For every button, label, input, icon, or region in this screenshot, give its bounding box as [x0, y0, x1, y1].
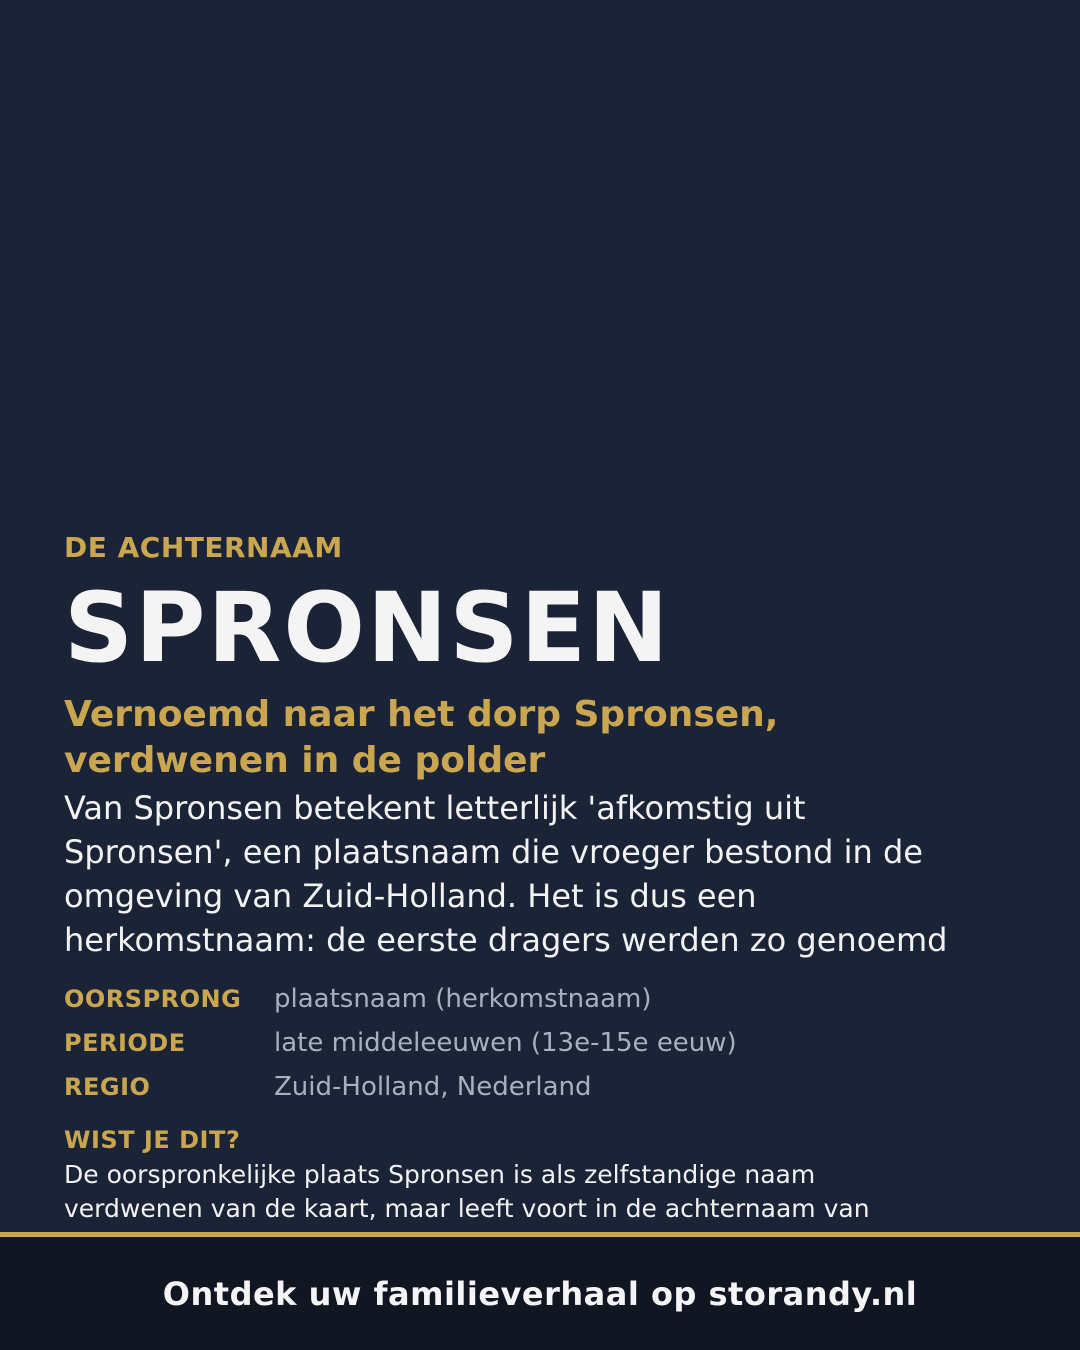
- description-line-2: Spronsen', een plaatsnaam die vroeger bestond in de: [64, 833, 923, 871]
- fact-value-region: Zuid-Holland, Nederland: [274, 1072, 592, 1102]
- did-you-know-line-2: verdwenen van de kaart, maar leeft voort in de achternaam van: [64, 1194, 870, 1223]
- description-line-3: omgeving van Zuid-Holland. Het is dus een: [64, 877, 757, 915]
- did-you-know-line-1: De oorspronkelijke plaats Spronsen is als zelfstandige naam: [64, 1160, 816, 1189]
- fact-value-period: late middeleeuwen (13e-15e eeuw): [274, 1028, 737, 1058]
- did-you-know-label: WIST JE DIT?: [64, 1126, 241, 1154]
- fact-row-origin: [64, 984, 1024, 1028]
- fact-label-origin: OORSPRONG: [64, 985, 242, 1013]
- eyebrow-label: DE ACHTERNAAM: [64, 531, 343, 564]
- facts-list: [64, 984, 1024, 1116]
- subtitle-line-2: verdwenen in de polder: [64, 740, 546, 781]
- fact-row-region: [64, 1072, 1024, 1116]
- fact-label-period: PERIODE: [64, 1029, 186, 1057]
- footer-banner: [0, 1232, 1080, 1350]
- footer-cta-link[interactable]: Ontdek uw familieverhaal op storandy.nl: [162, 1274, 918, 1313]
- subtitle-line-1: Vernoemd naar het dorp Spronsen,: [64, 694, 779, 735]
- description-line-1: Van Spronsen betekent letterlijk 'afkomstig uit: [64, 789, 806, 827]
- description: [64, 786, 1024, 962]
- description-line-4: herkomstnaam: de eerste dragers werden zo genoemd: [64, 921, 948, 959]
- fact-row-period: [64, 1028, 1024, 1072]
- fact-label-region: REGIO: [64, 1073, 151, 1101]
- surname-title: SPRONSEN: [64, 572, 671, 684]
- fact-value-origin: plaatsnaam (herkomstnaam): [274, 984, 652, 1014]
- subtitle: [64, 692, 1024, 784]
- card-content: [64, 530, 1024, 1260]
